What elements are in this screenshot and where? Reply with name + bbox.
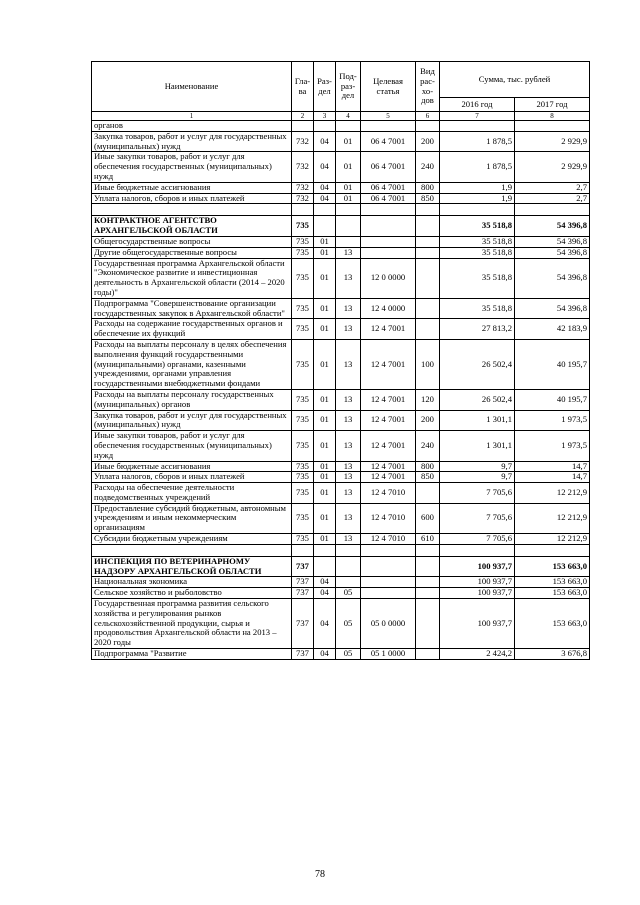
spacer-cell [361, 204, 416, 216]
cell-chapter: 732 [292, 152, 314, 182]
cell-subsection: 01 [336, 182, 361, 193]
header-subsection: Под-раз-дел [336, 62, 361, 112]
table-row [92, 431, 590, 461]
cell-expense-type [416, 599, 440, 649]
cell-name: ИНСПЕКЦИЯ ПО ВЕТЕРИНАРНОМУ НАДЗОРУ АРХАНГЕЛЬСКОЙ ОБЛАСТИ [92, 556, 292, 577]
cell-chapter: 735 [292, 339, 314, 389]
cell-name: органов [92, 121, 292, 132]
spacer-cell [92, 204, 292, 216]
cell-subsection: 05 [336, 599, 361, 649]
table-row [92, 410, 590, 431]
cell-expense-type [416, 298, 440, 319]
cell-sum-2017: 54 396,8 [515, 247, 590, 258]
cell-target: 12 0 0000 [361, 258, 416, 298]
header-sum: Сумма, тыс. рублей [440, 62, 590, 98]
table-row [92, 599, 590, 649]
cell-subsection [336, 556, 361, 577]
cell-chapter: 735 [292, 472, 314, 483]
spacer-cell [361, 544, 416, 556]
cell-chapter: 735 [292, 298, 314, 319]
cell-subsection: 13 [336, 410, 361, 431]
cell-sum-2016: 35 518,8 [440, 236, 515, 247]
cell-section: 04 [314, 577, 336, 588]
cell-name: Национальная экономика [92, 577, 292, 588]
cell-target: 06 4 7001 [361, 193, 416, 204]
cell-expense-type [416, 577, 440, 588]
column-number-cell: 8 [515, 112, 590, 121]
cell-sum-2016: 1,9 [440, 193, 515, 204]
cell-sum-2016: 1 301,1 [440, 410, 515, 431]
cell-target: 12 4 7001 [361, 431, 416, 461]
cell-section [314, 121, 336, 132]
cell-chapter: 735 [292, 483, 314, 504]
cell-chapter: 737 [292, 599, 314, 649]
cell-name: КОНТРАКТНОЕ АГЕНТСТВО АРХАНГЕЛЬСКОЙ ОБЛАСТИ [92, 216, 292, 237]
cell-subsection: 13 [336, 461, 361, 472]
cell-sum-2017: 12 212,9 [515, 483, 590, 504]
cell-expense-type: 800 [416, 182, 440, 193]
cell-section: 01 [314, 534, 336, 545]
cell-expense-type [416, 319, 440, 340]
cell-sum-2016: 1 878,5 [440, 152, 515, 182]
table-row [92, 236, 590, 247]
cell-expense-type [416, 483, 440, 504]
cell-section [314, 556, 336, 577]
cell-sum-2017: 54 396,8 [515, 298, 590, 319]
cell-section: 01 [314, 247, 336, 258]
cell-expense-type [416, 649, 440, 660]
cell-chapter: 737 [292, 649, 314, 660]
table-row [92, 503, 590, 533]
cell-section: 01 [314, 431, 336, 461]
table-row [92, 556, 590, 577]
cell-target: 12 4 7001 [361, 319, 416, 340]
table-row [92, 472, 590, 483]
cell-sum-2017: 1 973,5 [515, 431, 590, 461]
table-body [92, 121, 590, 660]
cell-section: 04 [314, 152, 336, 182]
spacer-cell [314, 204, 336, 216]
cell-section: 01 [314, 389, 336, 410]
table-row [92, 577, 590, 588]
cell-name: Закупка товаров, работ и услуг для государственных (муниципальных) нужд [92, 131, 292, 152]
cell-chapter: 735 [292, 503, 314, 533]
cell-target: 12 4 7001 [361, 461, 416, 472]
cell-sum-2016: 27 813,2 [440, 319, 515, 340]
cell-sum-2017: 42 183,9 [515, 319, 590, 340]
cell-sum-2017: 2,7 [515, 193, 590, 204]
spacer-cell [314, 544, 336, 556]
cell-expense-type: 240 [416, 431, 440, 461]
cell-chapter: 732 [292, 182, 314, 193]
column-number-row [92, 112, 590, 121]
cell-name: Государственная программа Архангельской области "Экономическое развитие и инвестиционная деятельность в Архангельской области (2014 – 2020 годы)" [92, 258, 292, 298]
cell-sum-2016: 35 518,8 [440, 247, 515, 258]
cell-chapter: 735 [292, 236, 314, 247]
cell-sum-2017: 40 195,7 [515, 339, 590, 389]
header-section: Раз-дел [314, 62, 336, 112]
cell-chapter: 735 [292, 410, 314, 431]
cell-expense-type [416, 588, 440, 599]
cell-name: Иные бюджетные ассигнования [92, 182, 292, 193]
cell-name: Расходы на содержание государственных органов и обеспечение их функций [92, 319, 292, 340]
cell-section: 04 [314, 649, 336, 660]
cell-section: 01 [314, 339, 336, 389]
spacer-cell [515, 204, 590, 216]
column-number-cell: 1 [92, 112, 292, 121]
cell-name: Государственная программа развития сельского хозяйства и регулирования рынков сельскохозяйственной продукции, сырья и продовольствия Архангельской области на 2013 – 2020 годы [92, 599, 292, 649]
cell-sum-2017: 14,7 [515, 461, 590, 472]
cell-subsection: 05 [336, 588, 361, 599]
cell-sum-2016: 1 301,1 [440, 431, 515, 461]
cell-sum-2017: 153 663,0 [515, 599, 590, 649]
cell-chapter: 735 [292, 534, 314, 545]
cell-section: 01 [314, 410, 336, 431]
cell-sum-2016: 100 937,7 [440, 577, 515, 588]
table-row [92, 588, 590, 599]
cell-subsection: 13 [336, 503, 361, 533]
cell-sum-2016: 7 705,6 [440, 483, 515, 504]
table-row [92, 193, 590, 204]
cell-section: 01 [314, 319, 336, 340]
cell-target [361, 588, 416, 599]
cell-sum-2016: 9,7 [440, 472, 515, 483]
cell-subsection: 13 [336, 389, 361, 410]
cell-target: 06 4 7001 [361, 182, 416, 193]
spacer-cell [440, 204, 515, 216]
cell-name: Сельское хозяйство и рыболовство [92, 588, 292, 599]
cell-subsection [336, 121, 361, 132]
cell-target [361, 577, 416, 588]
cell-expense-type [416, 121, 440, 132]
cell-chapter [292, 121, 314, 132]
cell-subsection: 13 [336, 431, 361, 461]
cell-sum-2017: 2,7 [515, 182, 590, 193]
cell-section: 01 [314, 503, 336, 533]
cell-sum-2016 [440, 121, 515, 132]
cell-expense-type: 200 [416, 131, 440, 152]
cell-sum-2017: 2 929,9 [515, 131, 590, 152]
cell-subsection [336, 216, 361, 237]
cell-expense-type: 240 [416, 152, 440, 182]
cell-subsection: 13 [336, 247, 361, 258]
cell-sum-2017: 54 396,8 [515, 258, 590, 298]
cell-subsection: 05 [336, 649, 361, 660]
cell-chapter: 735 [292, 319, 314, 340]
table-row [92, 389, 590, 410]
cell-chapter: 737 [292, 556, 314, 577]
cell-section: 01 [314, 461, 336, 472]
cell-name: Другие общегосударственные вопросы [92, 247, 292, 258]
cell-chapter: 735 [292, 247, 314, 258]
column-number-cell: 5 [361, 112, 416, 121]
cell-subsection: 13 [336, 472, 361, 483]
table-row [92, 152, 590, 182]
spacer-cell [336, 204, 361, 216]
cell-name: Предоставление субсидий бюджетным, автономным учреждениям и иным некоммерческим организациям [92, 503, 292, 533]
cell-target [361, 121, 416, 132]
cell-chapter: 735 [292, 461, 314, 472]
cell-chapter: 735 [292, 216, 314, 237]
header-name: Наименование [92, 62, 292, 112]
cell-expense-type: 850 [416, 472, 440, 483]
cell-sum-2016: 7 705,6 [440, 534, 515, 545]
table-row [92, 534, 590, 545]
cell-target: 12 4 7001 [361, 389, 416, 410]
cell-name: Подпрограмма "Развитие [92, 649, 292, 660]
page-number: 78 [315, 869, 325, 880]
cell-sum-2016: 1 878,5 [440, 131, 515, 152]
header-chapter: Гла-ва [292, 62, 314, 112]
cell-sum-2016: 26 502,4 [440, 339, 515, 389]
header-year-2017: 2017 год [515, 98, 590, 112]
table-row [92, 258, 590, 298]
cell-sum-2017: 40 195,7 [515, 389, 590, 410]
cell-name: Уплата налогов, сборов и иных платежей [92, 472, 292, 483]
table-row [92, 121, 590, 132]
cell-target: 12 4 7001 [361, 339, 416, 389]
table-row [92, 247, 590, 258]
cell-sum-2017: 12 212,9 [515, 503, 590, 533]
cell-expense-type [416, 247, 440, 258]
cell-subsection: 13 [336, 339, 361, 389]
table-row [92, 182, 590, 193]
table-row [92, 319, 590, 340]
cell-name: Общегосударственные вопросы [92, 236, 292, 247]
budget-table [91, 61, 590, 660]
cell-target: 06 4 7001 [361, 152, 416, 182]
cell-sum-2016: 100 937,7 [440, 599, 515, 649]
column-number-cell: 7 [440, 112, 515, 121]
cell-subsection: 01 [336, 193, 361, 204]
cell-chapter: 732 [292, 131, 314, 152]
spacer-cell [440, 544, 515, 556]
cell-sum-2016: 35 518,8 [440, 298, 515, 319]
cell-sum-2017: 54 396,8 [515, 216, 590, 237]
cell-target: 06 4 7001 [361, 131, 416, 152]
cell-name: Подпрограмма "Совершенствование организации государственных закупок в Архангельской области" [92, 298, 292, 319]
cell-target: 12 4 7010 [361, 483, 416, 504]
cell-target [361, 247, 416, 258]
cell-sum-2017: 153 663,0 [515, 577, 590, 588]
cell-sum-2016: 7 705,6 [440, 503, 515, 533]
column-number-cell: 3 [314, 112, 336, 121]
cell-expense-type: 610 [416, 534, 440, 545]
cell-sum-2016: 35 518,8 [440, 216, 515, 237]
cell-subsection: 01 [336, 131, 361, 152]
cell-target: 12 4 7001 [361, 410, 416, 431]
cell-expense-type [416, 556, 440, 577]
cell-sum-2017: 153 663,0 [515, 588, 590, 599]
cell-sum-2016: 100 937,7 [440, 556, 515, 577]
cell-sum-2017 [515, 121, 590, 132]
column-number-cell: 6 [416, 112, 440, 121]
cell-expense-type: 850 [416, 193, 440, 204]
cell-sum-2017: 3 676,8 [515, 649, 590, 660]
table-row [92, 483, 590, 504]
table-row [92, 216, 590, 237]
cell-sum-2016: 2 424,2 [440, 649, 515, 660]
cell-chapter: 737 [292, 588, 314, 599]
spacer-cell [336, 544, 361, 556]
header-target: Целевая статья [361, 62, 416, 112]
cell-sum-2017: 153 663,0 [515, 556, 590, 577]
cell-name: Иные закупки товаров, работ и услуг для обеспечения государственных (муниципальных) нужд [92, 152, 292, 182]
table-row [92, 649, 590, 660]
cell-name: Расходы на выплаты персоналу в целях обеспечения выполнения функций государственными (муниципальными) органами, казенными учреждениями, органами управления государственными внебюджетными фондами [92, 339, 292, 389]
cell-section: 04 [314, 193, 336, 204]
cell-name: Закупка товаров, работ и услуг для государственных (муниципальных) нужд [92, 410, 292, 431]
cell-chapter: 735 [292, 389, 314, 410]
cell-subsection [336, 236, 361, 247]
cell-sum-2017: 12 212,9 [515, 534, 590, 545]
cell-subsection: 13 [336, 319, 361, 340]
column-number-cell: 4 [336, 112, 361, 121]
cell-subsection: 13 [336, 483, 361, 504]
spacer-cell [292, 204, 314, 216]
cell-expense-type: 100 [416, 339, 440, 389]
cell-chapter: 737 [292, 577, 314, 588]
cell-target: 12 4 0000 [361, 298, 416, 319]
cell-section: 01 [314, 298, 336, 319]
cell-sum-2016: 100 937,7 [440, 588, 515, 599]
cell-section: 04 [314, 599, 336, 649]
cell-name: Расходы на выплаты персоналу государственных (муниципальных) органов [92, 389, 292, 410]
spacer-row [92, 204, 590, 216]
cell-target [361, 236, 416, 247]
cell-target: 05 1 0000 [361, 649, 416, 660]
spacer-row [92, 544, 590, 556]
cell-subsection: 13 [336, 258, 361, 298]
cell-target: 12 4 7010 [361, 534, 416, 545]
cell-subsection: 01 [336, 152, 361, 182]
cell-section: 01 [314, 236, 336, 247]
column-number-cell: 2 [292, 112, 314, 121]
cell-target: 12 4 7010 [361, 503, 416, 533]
cell-target [361, 556, 416, 577]
cell-chapter: 732 [292, 193, 314, 204]
cell-name: Иные закупки товаров, работ и услуг для обеспечения государственных (муниципальных) нужд [92, 431, 292, 461]
cell-target [361, 216, 416, 237]
table-row [92, 339, 590, 389]
cell-chapter: 735 [292, 258, 314, 298]
cell-expense-type: 800 [416, 461, 440, 472]
table-row [92, 461, 590, 472]
cell-name: Субсидии бюджетным учреждениям [92, 534, 292, 545]
spacer-cell [292, 544, 314, 556]
cell-target: 05 0 0000 [361, 599, 416, 649]
spacer-cell [92, 544, 292, 556]
cell-target: 12 4 7001 [361, 472, 416, 483]
cell-section: 04 [314, 182, 336, 193]
cell-sum-2017: 1 973,5 [515, 410, 590, 431]
table-row [92, 298, 590, 319]
spacer-cell [416, 204, 440, 216]
cell-sum-2017: 14,7 [515, 472, 590, 483]
cell-section [314, 216, 336, 237]
cell-sum-2017: 2 929,9 [515, 152, 590, 182]
cell-name: Расходы на обеспечение деятельности подведомственных учреждений [92, 483, 292, 504]
cell-section: 04 [314, 131, 336, 152]
cell-name: Уплата налогов, сборов и иных платежей [92, 193, 292, 204]
header-year-2016: 2016 год [440, 98, 515, 112]
cell-expense-type [416, 216, 440, 237]
cell-expense-type [416, 236, 440, 247]
spacer-cell [515, 544, 590, 556]
cell-sum-2016: 9,7 [440, 461, 515, 472]
cell-subsection [336, 577, 361, 588]
cell-sum-2016: 1,9 [440, 182, 515, 193]
cell-expense-type: 200 [416, 410, 440, 431]
cell-sum-2016: 35 518,8 [440, 258, 515, 298]
cell-expense-type: 120 [416, 389, 440, 410]
cell-expense-type [416, 258, 440, 298]
cell-section: 01 [314, 483, 336, 504]
spacer-cell [416, 544, 440, 556]
cell-subsection: 13 [336, 534, 361, 545]
cell-chapter: 735 [292, 431, 314, 461]
cell-sum-2017: 54 396,8 [515, 236, 590, 247]
cell-expense-type: 600 [416, 503, 440, 533]
table-row [92, 131, 590, 152]
cell-name: Иные бюджетные ассигнования [92, 461, 292, 472]
cell-section: 04 [314, 588, 336, 599]
cell-subsection: 13 [336, 298, 361, 319]
cell-section: 01 [314, 472, 336, 483]
cell-section: 01 [314, 258, 336, 298]
cell-sum-2016: 26 502,4 [440, 389, 515, 410]
header-expense-type: Вид рас-хо-дов [416, 62, 440, 112]
